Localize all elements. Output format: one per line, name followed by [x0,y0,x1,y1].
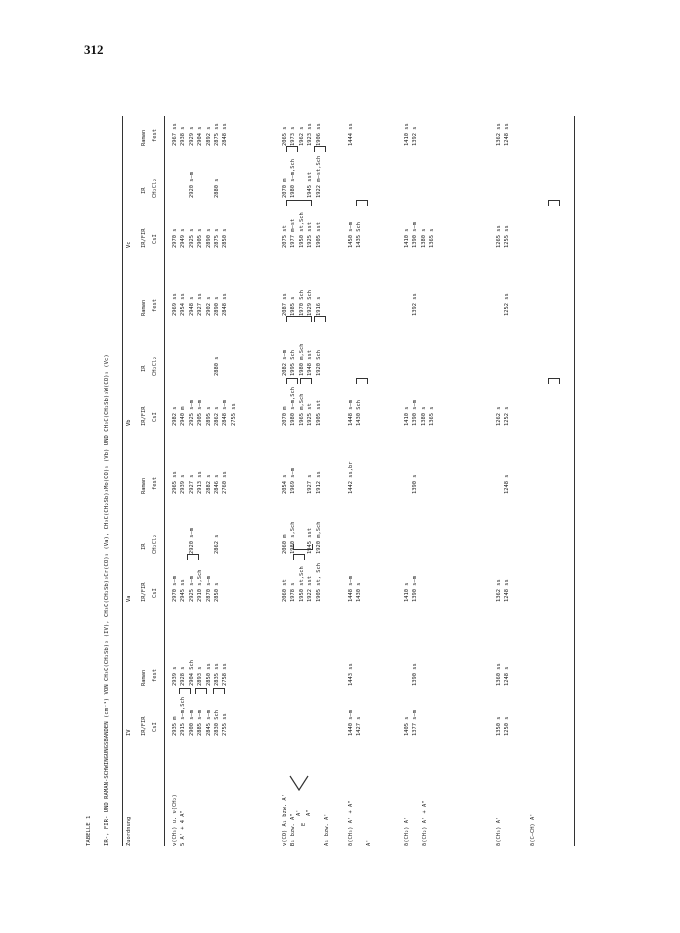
table-cell: 1410 s [404,406,410,426]
table-cell: 2893 s [197,666,204,686]
table-cell: 2870 s–m [205,576,212,602]
table-cell: 2904 s [197,126,204,146]
table-cell: 2967 ss [172,123,178,146]
table-cell: 1980 s–m,Sch [290,159,297,198]
header-group-vb: Vb [126,419,132,426]
table-cell: 2940 m [180,406,187,426]
assignment-label: B₁ bzw. A" [290,813,296,846]
header-raman-vb: Raman [141,299,147,316]
table-cell: 2890 s [214,296,220,316]
bracket-vc-co-2 [286,146,298,152]
table-cell: 1350 s [496,716,502,736]
header-group-vc: Vc [126,241,132,248]
table-cell: 1248 ss [504,123,511,146]
table-cell: 2928 s [180,666,187,686]
header-group-va: Va [126,595,132,602]
header-ch2cl2-vb: CH₂Cl₂ [152,356,158,376]
top-rule [122,116,123,846]
bracket-vb-dch3 [356,378,368,384]
table-cell: 1923 ss [307,123,314,146]
table-cell: 2875 s [214,228,220,248]
header-ch2cl2-vc: CH₂Cl₂ [152,178,158,198]
table-cell: 2885 s–m [197,710,204,736]
table-cell: 1922 m–st,Sch [315,155,322,198]
table-cell: 2982 s [172,406,178,426]
rotated-table [86,116,586,846]
header-rule [164,116,165,846]
table-cell: 2850 s [222,228,229,248]
header-ch2cl2-va: CH₂Cl₂ [152,534,158,554]
table-cell: 1410 ss [404,123,410,146]
table-cell: 1945 sst [307,528,314,554]
table-cell: 2890 s [205,228,212,248]
table-cell: 2927 ss [197,293,204,316]
table-cell: 2892 s [205,126,212,146]
bracket-iv-1 [179,688,191,694]
table-cell: 2938 s [180,126,187,146]
table-cell: 1916 s [315,296,322,316]
table-cell: 2845 s–m [205,710,212,736]
header-irfir-vc: IR/FIR [141,228,147,248]
table-cell: 1912 ss [315,471,322,494]
page-number: 312 [84,42,104,57]
table-cell: 2875 ss [214,123,220,146]
table-cell: 2948 s [188,296,195,316]
table-cell: 1360 ss [496,663,502,686]
bracket-vb-cch [548,378,560,384]
bottom-rule [574,116,575,846]
table-cell: 2075 st [282,225,288,248]
table-cell: 1390 s–m [412,576,419,602]
table-cell: 1380 s [420,406,427,426]
header-ir-vc: IR [141,187,147,194]
table-cell: 2969 ss [172,293,178,316]
assignment-label: A' [366,839,372,846]
header-raman-iv: Raman [141,669,147,686]
bracket-vb-co-2 [300,378,312,384]
table-cell: 2880 s [214,356,220,376]
table-cell: 1255 ss [504,225,511,248]
header-irfir-vb: IR/FIR [141,406,147,426]
table-cell: 2925 s–m [188,576,195,602]
table-cell: 2054 s [282,474,288,494]
table-cell: 2830 Sch [214,710,220,736]
table-cell: 1973 s [290,126,297,146]
table-cell: 2862 s [214,534,220,554]
bracket-vc-co-3 [314,146,326,152]
table-cell: 2920 s–m [188,528,195,554]
table-cell: 1392 s [412,126,419,146]
table-cell: 2935 m [172,716,178,736]
bracket-vc-co-1 [286,200,312,206]
table-cell: 2846 s [214,474,220,494]
table-cell: 1444 ss [348,123,354,146]
table-cell: 1925 st [307,403,314,426]
table-cell: 2925 s [188,228,195,248]
table-cell: 1977 m–st [290,218,297,248]
table-caption: IR-, FIR- UND RAMAN-SCHWINGUNGSBANDEN (cm⁻¹) VON CH₃C(CH₂Sb)₃ (IV), CH₃C(CH₂Sb)₃Cr(CO)₅ (Va), CH₃C(CH₂Sb)₃Mo(CO)₅ (Vb) UND CH₃C(CH₂Sb)₃W(CO)₅ (Vc) [104,354,110,846]
table-cell: 1377 s–m [412,710,419,736]
table-cell: 1262 s [496,406,502,426]
table-cell: 1980 s–m,Sch [290,387,297,426]
table-cell: 1252 s [504,406,511,426]
assignment-label: δ(C–CH) A' [530,813,536,846]
table-cell: 1450 s–m [348,222,354,248]
table-cell: 1250 s [504,716,511,736]
table-cell: 1392 ss [412,293,419,316]
table-cell: 2902 s [205,296,212,316]
table-cell: 2904 Sch [188,660,195,686]
table-cell: 1248 s [504,474,511,494]
table-cell: 1927 s [307,474,314,494]
table-cell: 2905 s–m [197,400,204,426]
e-mode-bracket-icon [288,774,310,796]
assignment-label: 5 A' + 4 A" [180,810,186,846]
header-csi-vb: CsI [152,412,158,422]
table-cell: 2925 s–m [188,400,195,426]
table-cell: 1980 m,Sch [298,343,305,376]
table-cell: 1965 m,Sch [298,393,305,426]
table-cell: 1950 st,Sch [298,566,305,602]
assignment-label: ν(CH₃) u. ν(CH₂) [172,794,178,846]
bracket-vc-dch3 [356,200,368,206]
table-cell: 2760 ss [222,471,229,494]
header-raman-va: Raman [141,477,147,494]
table-cell: 1950 st,Sch [298,212,305,248]
table-cell: 2060 m [282,534,288,554]
assignment-label: δ(CH₃) A' [496,816,502,846]
table-cell: 2929 s [188,126,195,146]
table-cell: 2939 s [172,666,178,686]
table-cell: 1985 s [290,296,297,316]
table-cell: 1390 s–m [412,400,419,426]
table-cell: 1905 sst [315,400,322,426]
bracket-va-1 [187,554,199,560]
bracket-vb-co-1 [286,378,298,384]
bracket-vb-co-3 [286,316,312,322]
table-cell: 2850 ss [205,663,212,686]
table-label: TABELLE 1 [86,815,92,846]
assignment-label: A₁ bzw. A' [324,813,330,846]
table-cell: 1920 m,Sch [315,521,322,554]
table-cell: 2862 s [214,406,220,426]
header-fest-vb: fest [152,299,158,312]
table-cell: 2900 s–m [188,710,195,736]
header-irfir-iv: IR/FIR [141,716,147,736]
table-cell: 2070 m [282,406,288,426]
table-cell: 2915 s–m,Sch [180,697,187,736]
table-cell: 1365 s [429,228,436,248]
table-cell: 1905 sst [315,222,322,248]
bracket-vb-co-4 [314,316,326,322]
header-fest-va: fest [152,477,158,490]
table-cell: 2927 s [188,474,195,494]
table-cell: 1390 s–m [412,222,419,248]
table-cell: 1969 s–m [290,468,297,494]
table-cell: 2913 ss [197,471,204,494]
table-cell: 1362 ss [496,579,502,602]
table-cell: 1435 Sch [356,222,363,248]
table-cell: 1929 Sch [307,290,314,316]
table-cell: 1443 ss [348,663,354,686]
table-cell: 1427 s [356,716,363,736]
table-cell: 1448 s–m [348,400,354,426]
table-cell: 1920 Sch [315,350,322,376]
table-cell: 2850 s [214,582,220,602]
table-cell: 1390 s [412,474,419,494]
header-fest-vc: fest [152,129,158,142]
table-cell: 2970 s–m [172,576,178,602]
table-cell: 1962 s [298,126,305,146]
table-cell: 1430 s [356,582,363,602]
table-cell: 1380 s [420,228,427,248]
table-cell: 1945 sst [307,172,314,198]
table-cell: 2848 ss [222,123,229,146]
table-cell: 1440 s–m [348,710,354,736]
table-cell: 1390 ss [412,663,419,686]
header-assignment: Zuordnung [126,816,132,846]
header-group-iv: IV [126,729,132,736]
table-cell: 2880 s [214,178,220,198]
table-cell: 1906 ss [315,123,322,146]
table-cell: 1410 s [404,582,410,602]
header-csi-iv: CsI [152,722,158,732]
table-cell: 2065 s [282,126,288,146]
bracket-va-co-ir [293,544,313,550]
table-cell: 2954 ss [180,293,187,316]
bracket-va-co [293,554,305,560]
table-cell: 2082 s–m [282,350,288,376]
table-cell: 1448 s–m [348,576,354,602]
table-cell: 2965 ss [172,471,178,494]
table-cell: 1978 s [290,582,297,602]
table-cell: 1362 ss [496,123,502,146]
table-cell: 2920 s–m [188,172,195,198]
table-cell: 2848 s–m [222,400,229,426]
table-cell: 1410 s [404,228,410,248]
header-ir-vb: IR [141,365,147,372]
table-cell: 1248 ss [504,579,511,602]
table-cell: 2755 ss [230,403,237,426]
table-cell: 2910 s,Sch [197,569,204,602]
header-ir-va: IR [141,543,147,550]
table-cell: 2070 m [282,178,288,198]
table-cell: 2848 ss [222,293,229,316]
bracket-vc-cch [548,200,560,206]
table-cell: 2905 s [197,228,204,248]
assignment-label: A' [296,809,302,816]
table-cell: 2970 s [172,228,178,248]
table-cell: 1948 sst [307,350,314,376]
table-cell: 1248 s [504,666,511,686]
table-cell: 1365 s [429,406,436,426]
assignment-label: A" [306,809,312,816]
table-cell: 1265 ss [496,225,502,248]
bracket-iv-3 [213,688,225,694]
assignment-label: δ(CH₃) A' + A" [348,800,354,846]
assignment-label: δ(CH₂) A' [404,816,410,846]
table-cell: 2060 st [282,579,288,602]
table-cell: 1970 Sch [298,290,305,316]
header-irfir-va: IR/FIR [141,582,147,602]
header-csi-va: CsI [152,588,158,598]
table-cell: 2945 ss [180,579,187,602]
table-cell: 2949 s [180,228,187,248]
table-cell: 2939 s [180,474,187,494]
assignment-label: E [301,822,307,826]
table-cell: 1995 Sch [290,350,297,376]
table-cell: 1430 Sch [356,400,363,426]
assignment-label: ν(CO) A₁ bzw. A' [282,794,288,846]
table-cell: 1405 s [404,716,410,736]
table-cell: 1442 ss,br [348,461,354,494]
table-cell: 2755 ss [222,713,229,736]
table-cell: 1925 sst [307,222,314,248]
bracket-iv-2 [195,688,207,694]
table-cell: 2758 ss [222,663,229,686]
header-fest-iv: fest [152,669,158,682]
table-cell: 2087 ss [282,293,288,316]
header-raman-vc: Raman [141,129,147,146]
table-cell: 1252 ss [504,293,511,316]
table-cell: 2895 s [205,406,212,426]
table-cell: 1905 st, Sch [315,563,322,602]
assignment-label: δ(CH₂) A' + A" [422,800,428,846]
table-cell: 1922 sst [307,576,314,602]
table-cell: 1980 s,Sch [290,521,297,554]
header-csi-vc: CsI [152,234,158,244]
table-cell: 2882 s [205,474,212,494]
table-cell: 2835 ss [214,663,220,686]
